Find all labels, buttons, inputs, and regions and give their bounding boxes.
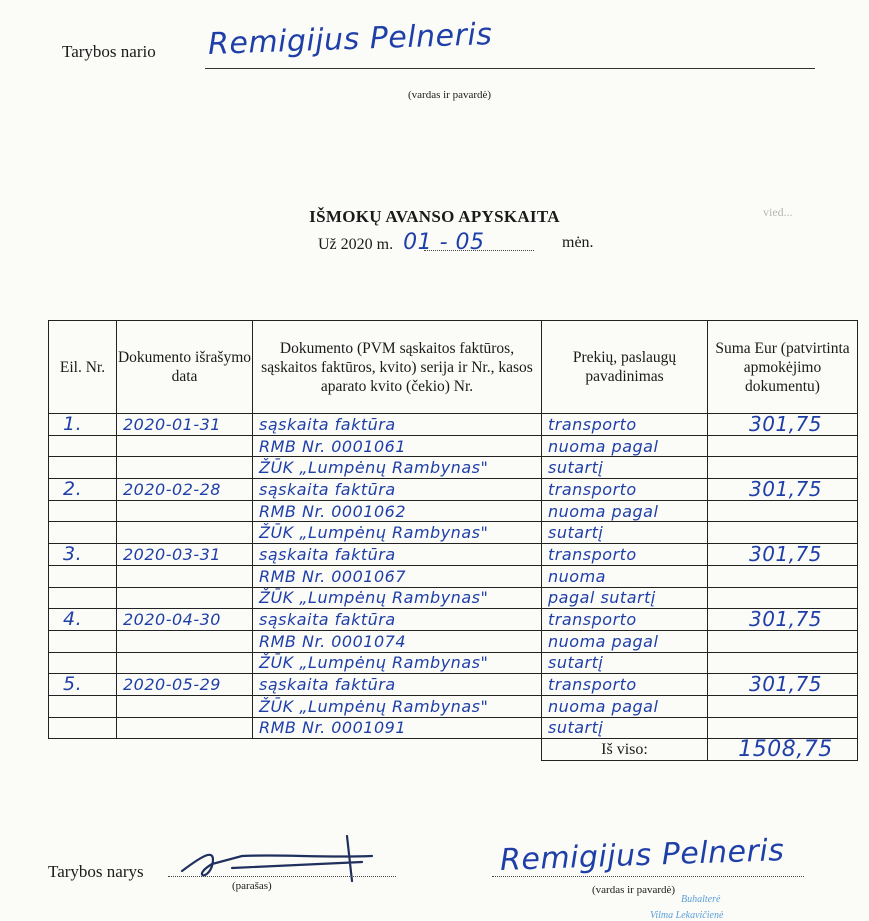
row-amount: 301,75 [708,414,858,436]
row-amount [708,435,858,457]
table-row [49,457,858,479]
member-name-line [205,68,815,69]
row-date: 2020-01-31 [117,414,253,436]
row-date: 2020-03-31 [117,544,253,566]
row-document: sąskaita faktūra [253,414,542,436]
table-header-row [49,321,858,414]
header-document: Dokumento (PVM sąskaitos faktūros, sąskaitos faktūros, kvito) serija ir Nr., kasos aparato kvito (čekio) Nr. [253,321,542,414]
row-amount: 301,75 [708,674,858,696]
row-document: ŽŪK „Lumpėnų Rambynas" [253,695,542,717]
period-row [318,230,491,255]
table-row [49,414,858,436]
row-nr [49,500,117,522]
stamp-name: Vilma Lekavičienė [650,910,724,921]
row-date [117,717,253,739]
row-nr [49,695,117,717]
table-row [49,630,858,652]
row-goods: transporto [542,544,708,566]
row-goods: pagal sutartį [542,587,708,609]
row-nr: 5. [49,674,117,696]
row-document: sąskaita faktūra [253,674,542,696]
row-nr [49,565,117,587]
row-document: sąskaita faktūra [253,544,542,566]
table-row [49,652,858,674]
header-nr: Eil. Nr. [49,321,117,414]
period-prefix: Už 2020 [318,236,373,253]
row-goods: transporto [542,414,708,436]
row-date [117,630,253,652]
total-label: Iš viso: [542,739,708,761]
signer-name-handwritten: Remigijus Pelneris [499,833,785,878]
header-date: Dokumento išrašymo data [117,321,253,414]
signature-label: Tarybos narys [48,862,144,881]
signer-name-caption: (vardas ir pavardė) [592,884,676,896]
row-date: 2020-02-28 [117,479,253,501]
member-name-caption: (vardas ir pavardė) [408,89,492,101]
row-nr: 2. [49,479,117,501]
table-row [49,479,858,501]
row-nr: 3. [49,544,117,566]
table-row [49,435,858,457]
table-row [49,717,858,739]
row-document: ŽŪK „Lumpėnų Rambynas" [253,457,542,479]
row-amount [708,717,858,739]
row-date: 2020-05-29 [117,674,253,696]
row-goods: sutartį [542,522,708,544]
table-row [49,587,858,609]
row-document: RMB Nr. 0001061 [253,435,542,457]
row-date [117,500,253,522]
row-amount [708,522,858,544]
period-value: 01 - 05 [403,230,485,255]
row-goods: sutartį [542,457,708,479]
table-body [49,414,858,739]
table-row [49,500,858,522]
row-amount [708,695,858,717]
row-goods: nuoma pagal [542,630,708,652]
table-row [49,522,858,544]
total-value: 1508,75 [708,739,858,761]
row-amount [708,652,858,674]
table-row [49,609,858,631]
row-amount [708,587,858,609]
row-date: 2020-04-30 [117,609,253,631]
total-row [49,739,858,761]
row-amount [708,500,858,522]
row-amount [708,630,858,652]
row-document: RMB Nr. 0001074 [253,630,542,652]
row-nr [49,652,117,674]
signature-scribble-icon [172,826,392,886]
header-amount: Suma Eur (patvirtinta apmokėjimo dokumentu) [708,321,858,414]
row-document: RMB Nr. 0001062 [253,500,542,522]
row-document: sąskaita faktūra [253,609,542,631]
faint-stamp-text: vied... [763,205,793,219]
table-row [49,674,858,696]
row-date [117,457,253,479]
row-document: RMB Nr. 0001091 [253,717,542,739]
header-goods: Prekių, paslaugų pavadinimas [542,321,708,414]
row-date [117,695,253,717]
row-goods: nuoma [542,565,708,587]
row-date [117,652,253,674]
document-title: IŠMOKŲ AVANSO APYSKAITA [309,207,560,226]
row-nr [49,717,117,739]
signature-dotted-line [168,876,396,877]
row-nr: 4. [49,609,117,631]
row-nr [49,522,117,544]
row-nr [49,457,117,479]
table-row [49,565,858,587]
signature-caption: (parašas) [232,880,272,892]
row-goods: nuoma pagal [542,500,708,522]
row-amount: 301,75 [708,609,858,631]
row-goods: nuoma pagal [542,435,708,457]
row-document: ŽŪK „Lumpėnų Rambynas" [253,522,542,544]
row-amount: 301,75 [708,479,858,501]
row-amount [708,565,858,587]
row-document: sąskaita faktūra [253,479,542,501]
row-document: ŽŪK „Lumpėnų Rambynas" [253,587,542,609]
table-row [49,695,858,717]
table-row [49,544,858,566]
row-goods: nuoma pagal [542,695,708,717]
row-goods: sutartį [542,717,708,739]
row-goods: sutartį [542,652,708,674]
period-m: m. [376,236,394,253]
row-goods: transporto [542,479,708,501]
period-suffix: mėn. [562,234,594,251]
row-nr: 1. [49,414,117,436]
row-nr [49,587,117,609]
member-label: Tarybos nario [62,42,156,61]
row-document: RMB Nr. 0001067 [253,565,542,587]
row-amount: 301,75 [708,544,858,566]
row-date [117,522,253,544]
row-date [117,435,253,457]
row-document: ŽŪK „Lumpėnų Rambynas" [253,652,542,674]
row-nr [49,435,117,457]
row-date [117,587,253,609]
stamp-title: Buhalterė [681,894,721,905]
row-goods: transporto [542,674,708,696]
row-date [117,565,253,587]
row-nr [49,630,117,652]
member-name-handwritten: Remigijus Pelneris [207,17,493,62]
advance-report-table [48,320,858,761]
row-amount [708,457,858,479]
row-goods: transporto [542,609,708,631]
period-dotted-line [424,250,534,251]
total-spacer [49,739,542,761]
